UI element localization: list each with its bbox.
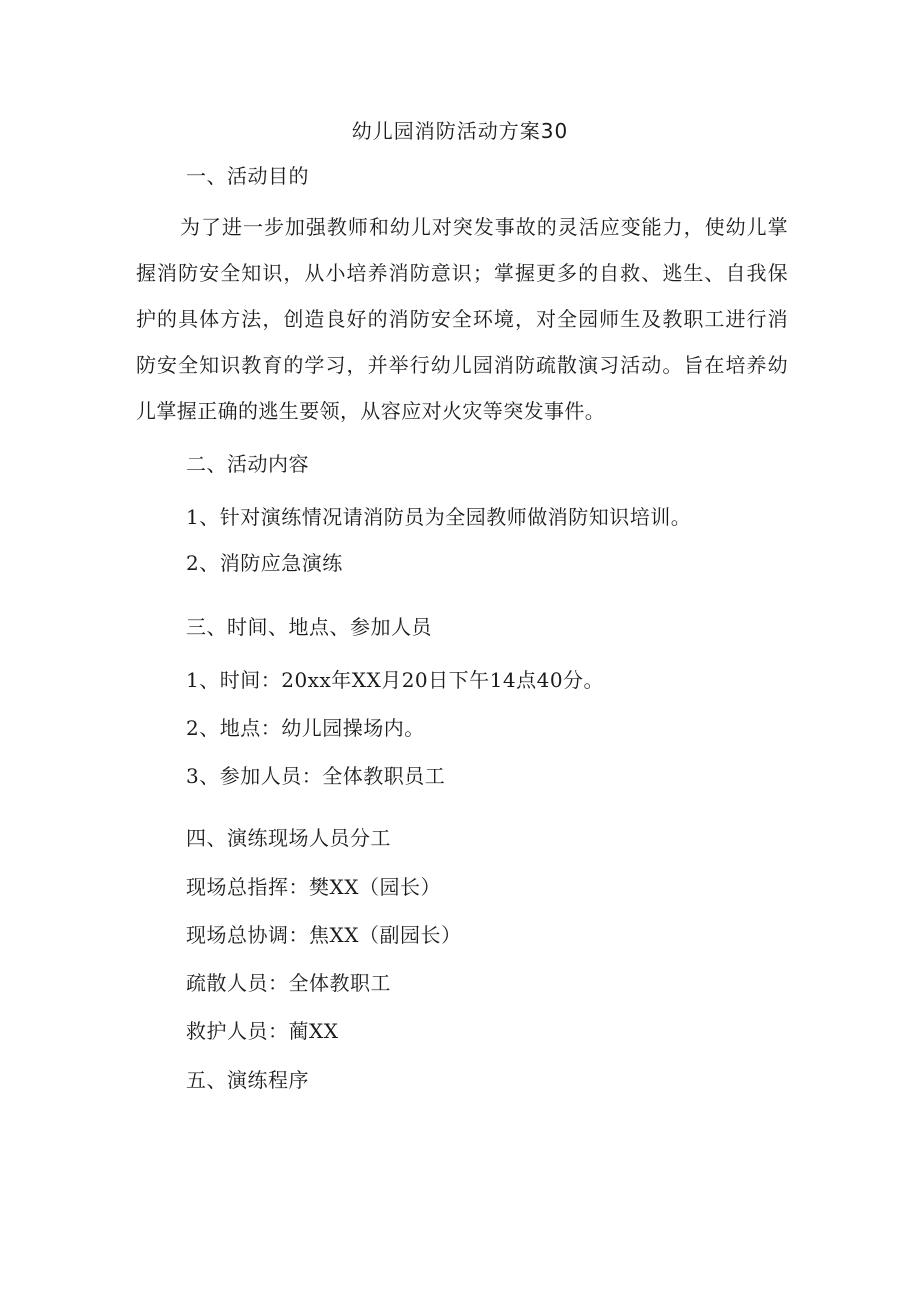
section-4-line-1: 现场总指挥：樊XX（园长）: [186, 875, 441, 899]
section-1-heading: 一、活动目的: [186, 164, 309, 188]
section-3-item-2: 2、地点：幼儿园操场内。: [186, 716, 425, 740]
section-2-heading: 二、活动内容: [186, 452, 309, 476]
section-5-heading: 五、演练程序: [186, 1068, 309, 1092]
section-3-item-1: 1、时间：20xx年XX月20日下午14点40分。: [186, 668, 605, 692]
section-3-item-3: 3、参加人员：全体教职员工: [186, 764, 446, 788]
section-4-line-4: 救护人员：蔺XX: [186, 1019, 339, 1043]
section-4-heading: 四、演练现场人员分工: [186, 826, 391, 850]
document-title: 幼儿园消防活动方案30: [351, 119, 569, 143]
section-2-item-2: 2、消防应急演练: [186, 551, 343, 575]
section-2-item-1: 1、针对演练情况请消防员为全园教师做消防知识培训。: [186, 505, 692, 529]
section-1-paragraph: 为了进一步加强教师和幼儿对突发事故的灵活应变能力，使幼儿掌握消防安全知识，从小培养消防意识；掌握更多的自救、逃生、自我保护的具体方法，创造良好的消防安全环境，对全园师生及教职工进行消防安全知识教育的学习，并举行幼儿园消防疏散演习活动。旨在培养幼儿掌握正确的逃生要领，从容应对火灾等突发事件。: [136, 215, 788, 423]
section-4-line-3: 疏散人员：全体教职工: [186, 971, 391, 995]
section-4-line-2: 现场总协调：焦XX（副园长）: [186, 923, 462, 947]
section-3-heading: 三、时间、地点、参加人员: [186, 615, 432, 639]
